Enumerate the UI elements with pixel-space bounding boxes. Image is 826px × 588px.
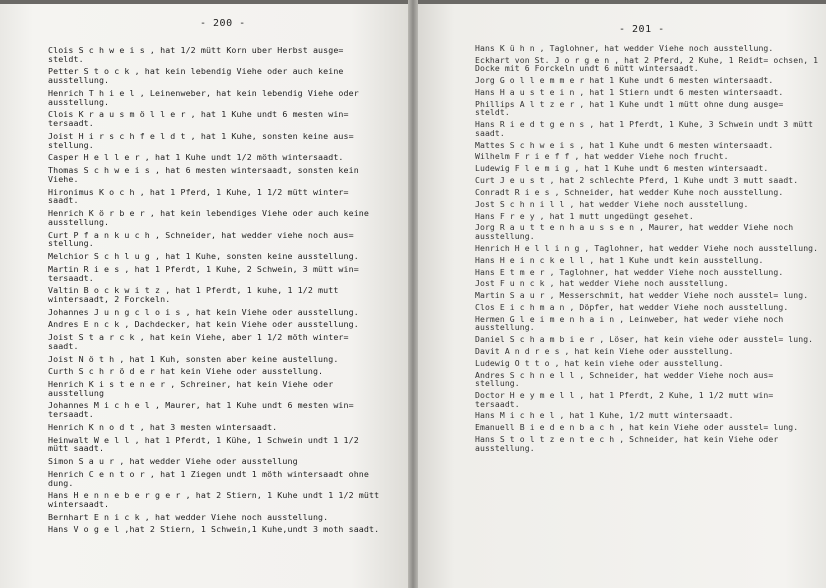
entry-line: Hans H e n n e b e r g e r , hat 2 Stiern, 1 Kuhe undt 1 1/2 mütt wintersaadt. (48, 490, 380, 510)
entry-line: Wilhelm F r i e f f , hat wedder Viehe noch frucht. (475, 151, 729, 162)
left-page-number: - 200 - (200, 18, 246, 29)
entry-line: Hans F r e y , hat 1 mutt ungedüngt gesehet. (475, 210, 694, 221)
entry-line: Hironimus K o c h , hat 1 Pferd, 1 Kuhe, 1 1/2 mütt winter= saadt. (48, 186, 349, 206)
left-entry-list (48, 46, 384, 538)
entry-line: Ludewig F l e m i g , hat 1 Kuhe undt 6 mesten wintersaadt. (475, 163, 769, 174)
entry-line: Henrich T h i e l , Leinenweber, hat kein lebendig Viehe oder ausstellung. (48, 87, 359, 107)
entry-line: Melchior S c h l u g , hat 1 Kuhe, sonsten keine ausstellung. (48, 251, 359, 262)
entry-line: Henrich K ö r b e r , hat kein lebendiges Viehe oder auch keine ausstellung. (48, 208, 369, 227)
entry-line: Joist H i r s c h f e l d t , hat 1 Kuhe, sonsten keine aus= stellung. (48, 130, 354, 150)
entry-line: Jost S c h n i l l , hat wedder Viehe noch ausstellung. (475, 198, 749, 209)
entry-line: Hans E t m e r , Taglohner, hat wedder Viehe noch ausstellung. (475, 266, 784, 277)
entry-line: Hans H a u s t e i n , hat 1 Stiern undt 6 mesten wintersaadt. (475, 87, 784, 98)
entry-line: Clois S c h w e i s , hat 1/2 mütt Korn uber Herbst ausge= steldt. (48, 45, 344, 64)
entry-line: Daniel S c h a m b i e r , Löser, hat kein viehe oder ausstel= lung. (475, 334, 814, 345)
entry-line: Hans R i e d t g e n s , hat 1 Pferdt, 1 Kuhe, 3 Schwein undt 3 mütt saadt. (475, 119, 814, 138)
entry-line: Hans K ü h n , Taglohner, hat wedder Viehe noch ausstellung. (475, 43, 774, 53)
entry-line: Andres E n c k , Dachdecker, hat kein Viehe oder ausstellung. (48, 319, 359, 330)
entry-line: Davit A n d r e s , hat kein Viehe oder ausstellung. (475, 346, 734, 357)
entry-line: Martin R i e s , hat 1 Pferdt, 1 Kuhe, 2 Schwein, 3 mütt win= tersaadt. (48, 263, 359, 283)
entry-line: Mattes S c h w e i s , hat 1 Kuhe undt 6 mesten wintersaadt. (475, 139, 774, 150)
entry-line: Phillips A l t z e r , hat 1 Kuhe undt 1 mütt ohne dung ausge= steldt. (475, 98, 784, 118)
entry-line: Hans S t o l t z e n t e c h , Schneider, hat kein Viehe oder ausstellung. (475, 434, 779, 453)
entry-line: Hans V o g e l ,hat 2 Stiern, 1 Schwein,1 Kuhe,undt 3 moth saadt. (48, 524, 380, 535)
book-gutter (408, 0, 418, 588)
entry-line: Conradt R i e s , Schneider, hat wedder Kuhe noch ausstellung. (475, 186, 784, 197)
entry-line: Heinwalt W e l l , hat 1 Pferdt, 1 Kühe, 1 Schwein undt 1 1/2 mütt saadt. (48, 434, 359, 454)
entry-line: Doctor H e y m e l l , hat 1 Pferdt, 2 Kuhe, 1 1/2 mutt win= tersaadt. (475, 390, 774, 409)
entry-line: Curt J e u s t , hat 2 schlechte Pferd, 1 Kuhe undt 3 mutt saadt. (475, 175, 799, 186)
entry-line: Curt P f a n k u c h , Schneider, hat wedder viehe noch aus= stellung. (48, 229, 354, 249)
entry-line: Johannes M i c h e l , Maurer, hat 1 Kuhe undt 6 mesten win= tersaadt. (48, 400, 354, 420)
right-page-number: - 201 - (619, 24, 665, 35)
entry-line: Andres S c h n e l l , Schneider, hat wedder Viehe noch aus= stellung. (475, 369, 774, 389)
entry-line: Emanuell B i e d e n b a c h , hat kein Viehe oder ausstel= lung. (475, 422, 799, 433)
entry-line: Simon S a u r , hat wedder Viehe oder ausstellung (48, 456, 298, 467)
entry-line: Jorg G o l l e m m e r hat 1 Kuhe undt 6 mesten wintersaadt. (475, 75, 774, 86)
entry-line: Martin S a u r , Messerschmit, hat wedder Viehe noch ausstel= lung. (475, 290, 809, 301)
entry-line: Hans H e i n c k e l l , hat 1 Kuhe undt kein ausstellung. (475, 254, 764, 265)
left-page (0, 4, 413, 588)
entry-line: Johannes J u n g c l o i s , hat kein Viehe oder ausstellung. (48, 306, 359, 317)
entry-line: Henrich C e n t o r , hat 1 Ziegen undt 1 möth wintersaadt ohne dung. (48, 468, 369, 488)
entry-line: Henrich H e l l i n g , Taglohner, hat wedder Viehe noch ausstellung. (475, 242, 819, 253)
entry-line: Bernhart E n i c k , hat wedder Viehe noch ausstellung. (48, 511, 329, 522)
entry-line: Clos E i c h m a n , Döpfer, hat wedder Viehe noch ausstellung. (475, 302, 789, 313)
entry-line: Joist S t a r c k , hat kein Viehe, aber 1 1/2 möth winter= saadt. (48, 332, 349, 351)
entry-line: Casper H e l l e r , hat 1 Kuhe undt 1/2 möth wintersaadt. (48, 152, 344, 163)
right-entry-list (475, 44, 819, 455)
entry-line: Henrich K n o d t , hat 3 mesten wintersaadt. (48, 421, 278, 432)
entry-line: Hermen G l e i m e n h a i n , Leinweber, hat weder viehe noch ausstellung. (475, 313, 784, 333)
entry-line: Thomas S c h w e i s , hat 6 mesten wintersaadt, sonsten kein Viehe. (48, 165, 359, 184)
entry-line: Ludewig O t t o , hat kein viehe oder ausstellung. (475, 357, 724, 368)
entry-line: Jost F u n c k , hat wedder Viehe noch ausstellung. (475, 278, 729, 289)
entry-line: Hans M i c h e l , hat 1 Kuhe, 1/2 mutt wintersaadt. (475, 410, 734, 421)
entry-line: Valtin B o c k w i t z , hat 1 Pferdt, 1 kuhe, 1 1/2 mutt wintersaadt, 2 Forckeln. (48, 285, 339, 305)
entry-line: Clois K r a u s m ö l l e r , hat 1 Kuhe undt 6 mesten win= tersaadt. (48, 109, 349, 129)
right-page (413, 4, 826, 588)
entry-line: Curth S c h r ö d e r hat kein Viehe oder ausstellung. (48, 366, 324, 377)
entry-line: Jorg R a u t t e n h a u s s e n , Maurer, hat wedder Viehe noch ausstellung. (475, 222, 794, 241)
entry-line: Eckhart von St. J o r g e n , hat 2 Pferd, 2 Kuhe, 1 Reidt= ochsen, 1 Docke mit 6 Forckeln undt 6 mütt wintersaadt. (475, 54, 819, 74)
entry-line: Petter S t o c k , hat kein lebendig Viehe oder auch keine ausstellung. (48, 66, 344, 86)
entry-line: Henrich K i s t e n e r , Schreiner, hat kein Viehe oder ausstellung (48, 378, 334, 398)
entry-line: Joist N ö t h , hat 1 Kuh, sonsten aber keine austellung. (48, 353, 339, 364)
